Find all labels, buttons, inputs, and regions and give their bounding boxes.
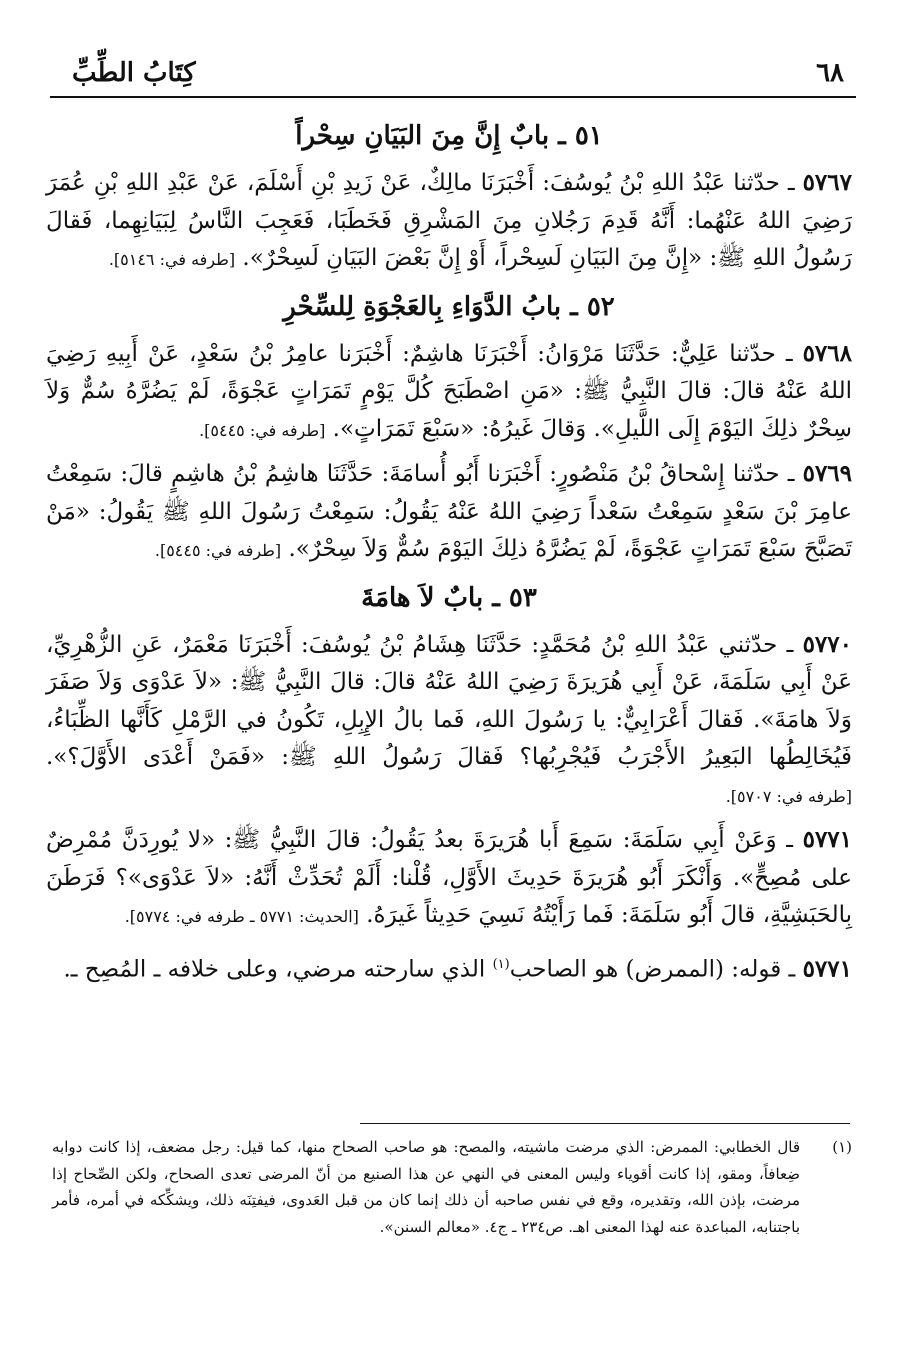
footnote-rule — [360, 1123, 850, 1124]
running-head — [72, 58, 844, 92]
footnote-text: قال الخطابي: الممرض: الذي مرضت ماشيته، والمصح: هو صاحب الصحاح منها، كما قيل: رجل مضعف، إذا كانت دوابه ضِعافاً، ومقو، إذا كانت أقوياء وليس المعنى في النهي عن هذا الصنيع من أنّ المرضى تعدى الصحاح، ولكن الصِّحاح إذا مرضت، بإذن الله، وتقديره، وقع في نفس صاحبه أن ذلك إنما كان من قبل العَدوى، فيفتِنَه ذلك، ويشكِّكه في أمره، فأمر باجتنابه، المباعدة عنه لهذا المعنى اهـ. ص٢٣٤ ـ ج٤. «معالم السنن». — [52, 1138, 800, 1236]
header-rule — [50, 96, 856, 98]
hadith-text: ـ حدّثنا عَلِيٌّ: حَدَّثَنَا مَرْوَانُ: أَخْبَرَنَا هاشِمٌ: أَخْبَرَنا عامِرُ بْنُ سَعْدٍ، عَنْ أَبِيهِ رَضِيَ اللهُ عَنْهُ قالَ: قالَ النَّبِيُّ ﷺ: «مَنِ اصْطَبَحَ كُلَّ يَوْمٍ تَمَرَاتٍ عَجْوَةً، لَمْ يَضُرَّهُ سُمٌّ وَلاَ سِحْرٌ ذلِكَ اليَوْمَ إِلَى اللَّيلِ». وَقالَ غَيرُهُ: «سَبْعَ تَمَرَاتٍ». — [46, 340, 852, 442]
book-title: كِتَابُ الطِّبِّ — [72, 58, 196, 88]
chapter-heading-51: ٥١ ـ بابٌ إِنَّ مِنَ البَيَانِ سِحْراً — [295, 121, 603, 151]
hadith-number: ٥٧٦٩ — [802, 460, 853, 487]
hadith-number: ٥٧٦٧ — [802, 169, 852, 196]
hadith-number: ٥٧٧٠ — [802, 630, 852, 658]
chapter-heading-53: ٥٣ ـ بابٌ لاَ هامَةَ — [361, 582, 537, 613]
hadith-text: ـ حدّثنا عَبْدُ اللهِ بْنُ يُوسُفَ: أَخْبَرَنَا مالِكٌ، عَنْ زَيدِ بْنِ أَسْلَمَ، عَنْ عَبْدِ اللهِ بْنِ عُمَرَ رَضِيَ اللهُ عَنْهُما: أَنَّهُ قَدِمَ رَجُلانِ مِنَ المَشْرِقِ فَخَطَبَا، فَعَجِبَ النَّاسُ لِبَيَانِهِما، فَقالَ رَسُولُ اللهِ ﷺ: «إِنَّ مِنَ البَيَانِ لَسِحْراً، أَوْ إِنَّ بَعْضَ البَيَانِ لَسِحْرٌ». — [46, 170, 852, 271]
hadith-5769 — [46, 455, 852, 570]
hadith-number: ٥٧٦٨ — [802, 339, 852, 367]
cross-reference: [طرفه في: ٥٧٠٧]. — [725, 786, 852, 806]
footnote-marker: (١) — [832, 1138, 852, 1156]
main-text — [46, 110, 852, 1012]
cross-reference: [طرفه في: ٥٤٤٥]. — [154, 541, 282, 560]
chapter-heading-52: ٥٢ ـ بابُ الدَّوَاءِ بِالعَجْوَةِ لِلسِّحْرِ — [283, 291, 615, 322]
hadith-5767 — [46, 164, 852, 279]
footnote-reference[interactable]: (١) — [492, 956, 510, 972]
hadith-5768 — [46, 335, 852, 450]
page-number: ٦٨ — [816, 58, 844, 88]
hadith-5771 — [46, 821, 852, 936]
commentary-text-after: الذي سارحته مرضي، وعلى خلافه ـ المُصِح ـ. — [63, 956, 486, 983]
commentary-text-before: ـ قوله: (الممرض) هو الصاحب — [509, 956, 796, 983]
hadith-text: ـ حدّثني عَبْدُ اللهِ بْنُ مُحَمَّدٍ: حَدَّثَنَا هِشَامُ بْنُ يُوسُفَ: أَخْبَرَنَا مَعْمَرٌ، عَنِ الزُّهْرِيِّ، عَنْ أَبِي سَلَمَةَ، عَنْ أَبِي هُرَيرَةَ رَضِيَ اللهُ عَنْهُ قالَ: قالَ النَّبِيُّ ﷺ: «لاَ عَدْوَى وَلاَ صَفَرَ وَلاَ هامَةَ». فَقالَ أَعْرَابِيٌّ: يا رَسُولَ اللهِ، فَما بالُ الإِبِلِ، تَكُونُ في الرَّمْلِ كَأَنَّها الظِّبَاءُ، فَيُخَالِطُها البَعِيرُ الأَجْرَبُ فَيُجْرِبُها؟ فَقالَ رَسُولُ اللهِ ﷺ: «فَمَنْ أَعْدَى الأَوَّلَ؟». — [46, 631, 852, 770]
hadith-number: ٥٧٧١ — [802, 826, 853, 853]
hadith-5770 — [46, 626, 852, 816]
footnote — [52, 1134, 852, 1240]
cross-reference: [طرفه في: ٥٤٤٥]. — [199, 420, 326, 440]
commentary-5771 — [46, 946, 852, 989]
commentary-number: ٥٧٧١ — [802, 955, 852, 983]
hadith-text: ـ وَعَنْ أَبِي سَلَمَةَ: سَمِعَ أَبا هُرَيرَةَ بعدُ يَقُولُ: قالَ النَّبِيُّ ﷺ: «لا يُورِدَنَّ مُمْرِضٌ على مُصِحٍّ». وَأَنْكَرَ أَبُو هُرَيرَةَ حَدِيثَ الأَوَّلِ، قُلْنا: أَلَمْ تُحَدِّثْ أَنَّهُ: «لاَ عَدْوَى»؟ فَرَطَنَ بِالحَبَشِيَّةِ، قالَ أَبُو سَلَمَةَ: فَما رَأَيْتُهُ نَسِيَ حَدِيثاً غَيرَهُ. — [46, 827, 852, 928]
cross-reference: [الحديث: ٥٧٧١ ـ طرفه في: ٥٧٧٤]. — [124, 907, 359, 926]
hadith-text: ـ حدّثنا إِسْحاقُ بْنُ مَنْصُورٍ: أَخْبَرَنا أَبُو أُسامَةَ: حَدَّثَنَا هاشِمُ بْنُ هاشِمٍ قالَ: سَمِعْتُ عامِرَ بْنَ سَعْدٍ سَمِعْتُ سَعْداً رَضِيَ اللهُ عَنْهُ يَقُولُ: سَمِعْتُ رَسُولَ اللهِ ﷺ يَقُولُ: «مَنْ تَصَبَّحَ سَبْعَ تَمَرَاتٍ عَجْوَةً، لَمْ يَضُرَّهُ ذلِكَ اليَوْمَ سُمٌّ وَلاَ سِحْرٌ». — [46, 461, 852, 562]
cross-reference: [طرفه في: ٥١٤٦]. — [108, 250, 236, 269]
